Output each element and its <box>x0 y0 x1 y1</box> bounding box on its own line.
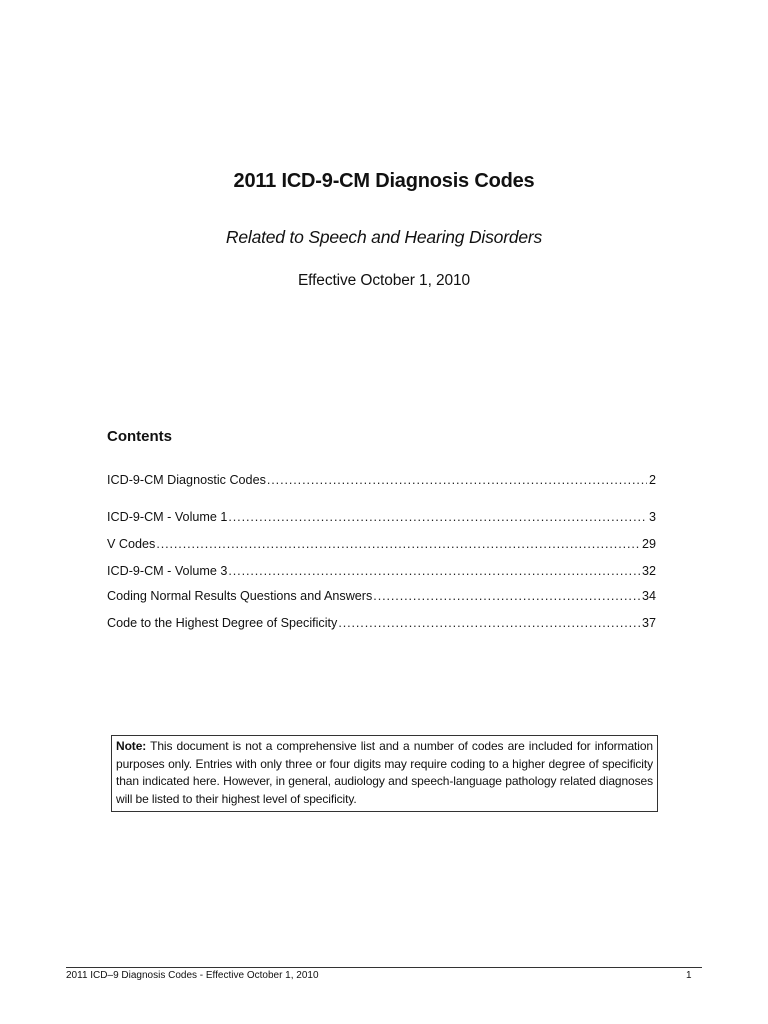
contents-heading: Contents <box>107 428 172 445</box>
toc-entry[interactable] <box>107 562 656 580</box>
toc-leader-dots <box>228 562 640 580</box>
toc-entry-page: 37 <box>641 616 656 630</box>
note-box <box>111 735 658 812</box>
toc-entry-label: Code to the Highest Degree of Specificity <box>107 616 338 630</box>
toc-entry[interactable] <box>107 508 656 526</box>
toc-leader-dots <box>267 471 647 489</box>
toc-entry-label: ICD-9-CM Diagnostic Codes <box>107 473 266 487</box>
toc-entry-page: 2 <box>648 473 656 487</box>
toc-entry-page: 29 <box>641 537 656 551</box>
toc-leader-dots <box>373 587 640 605</box>
document-subtitle: Related to Speech and Hearing Disorders <box>225 227 543 247</box>
document-title: 2011 ICD-9-CM Diagnosis Codes <box>233 170 535 192</box>
toc-entry-page: 34 <box>641 589 656 603</box>
toc-leader-dots <box>338 614 640 632</box>
effective-date: Effective October 1, 2010 <box>297 272 471 289</box>
toc-entry[interactable] <box>107 471 656 489</box>
toc-leader-dots <box>156 535 640 553</box>
toc-entry[interactable] <box>107 614 656 632</box>
note-label: Note: <box>116 739 147 753</box>
toc-entry-label: ICD-9-CM - Volume 1 <box>107 510 228 524</box>
toc-entry[interactable] <box>107 535 656 553</box>
toc-entry-page: 32 <box>641 564 656 578</box>
toc-leader-dots <box>228 508 647 526</box>
footer-document-label: 2011 ICD–9 Diagnosis Codes - Effective October 1, 2010 <box>66 970 319 981</box>
toc-entry-page: 3 <box>648 510 656 524</box>
note-text: This document is not a comprehensive list and a number of codes are included for information purposes only. Entries with only three or four digits may require coding to a higher degree of specificity than indicated here. However, in general, audiology and speech-language pathology related diagnoses will be listed to their highest level of specificity. <box>116 739 653 806</box>
toc-entry[interactable] <box>107 587 656 605</box>
toc-entry-label: ICD-9-CM - Volume 3 <box>107 564 228 578</box>
toc-entry-label: V Codes <box>107 537 156 551</box>
footer-page-number: 1 <box>686 970 692 981</box>
toc-entry-label: Coding Normal Results Questions and Answers <box>107 589 373 603</box>
footer-divider <box>66 967 702 968</box>
